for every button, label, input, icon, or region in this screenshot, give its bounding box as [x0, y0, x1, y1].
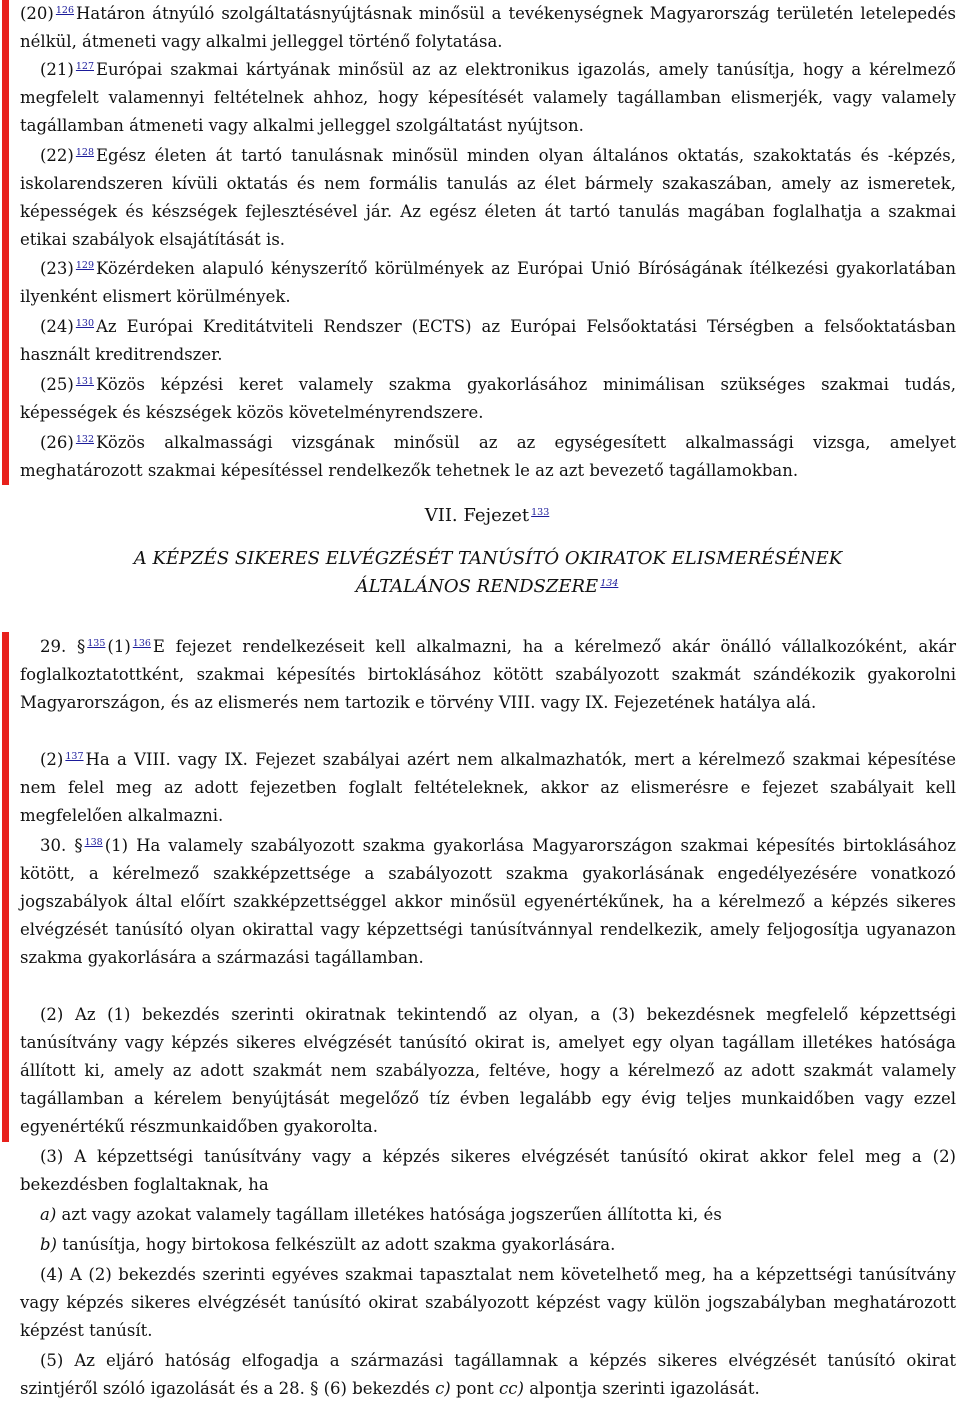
footnote-link[interactable]: 136 — [132, 638, 151, 649]
section-30-para-1: 30. § $^{138}$ (1) Ha valamely szabályozott szakma gyakorlása Magyarországon szakmai képesítés birtoklásához kötött, a kérelmező szakképzettsége a szabályozott szakma gyakorlásának engedélyezésére vonatkozó jogszabályok által előírt szakképzettséggel akkor minősül egyenértékűnek, ha a kérelmező a képzés sikeres elvégzését tanúsító olyan okirattal vagy képzettségi tanúsítvánnyal rendelkezik, amely feljogosítja ugyanazon szakma gyakorlására a származási tagállamban. — [20, 836, 956, 967]
footnote-link[interactable]: 129 — [75, 260, 95, 271]
footnote-link[interactable]: 128 — [75, 147, 95, 158]
section-sign: § — [74, 836, 83, 855]
definition-item: (21) $^{127}$ Európai szakmai kártyának minősül az az elektronikus igazolás, amely tanúsítja, hogy a kérelmező megfelelt valamennyi feltételnek ahhoz, hogy képesítését valamely tagállamban elismerjék, vagy valamely tagállamban átmeneti vagy alkalmi jelleggel szolgáltatást nyújtson. — [20, 60, 956, 135]
footnote-link[interactable]: 126 — [55, 5, 75, 16]
footnote-link[interactable]: 130 — [75, 318, 95, 329]
footnote-link[interactable]: 134 — [600, 578, 619, 589]
footnote-link[interactable]: 137 — [65, 751, 84, 762]
footnote-link[interactable]: 135 — [87, 638, 106, 649]
section-30-para-3: (3) A képzettségi tanúsítvány vagy a képzés sikeres elvégzését tanúsító okirat akkor felel meg a (2) bekezdésben foglaltaknak, ha — [20, 1147, 956, 1194]
section-30-para-4: (4) A (2) bekezdés szerinti egyéves szakmai tapasztalat nem követelhető meg, ha a képzettségi tanúsítvány vagy képzés sikeres elvégzését tanúsító okirat szabályozott képzést vagy külön jogszabályban meghatározott képzést tanúsít. — [20, 1265, 956, 1340]
definition-item: (25) $^{131}$ Közös képzési keret valamely szakma gyakorlásához minimálisan szükséges szakmai tudás, képességek és készségek közös követelményrendszere. — [20, 375, 956, 422]
section-29-para-2: (2) $^{137}$ Ha a VIII. vagy IX. Fejezet szabályai azért nem alkalmazhatók, mert a kérelmező szakmai képesítése nem felel meg az adott fejezetben foglalt feltételeknek, akkor az elismerésre e fejezet szabályait kell megfelelően alkalmazni. — [20, 750, 956, 825]
section-29-para-1: 29. § $^{135}$ (1) $^{136}$ E fejezet rendelkezéseit kell alkalmazni, ha a kérelmező akár önálló vállalkozóként, akár foglalkoztatottként, szakmai képesítés birtoklásához kötött szabályozott szakmát szándékozik gyakorolni Magyarországon, és az elismerés nem tartozik e törvény VIII. vagy IX. Fejezetének hatálya alá. — [20, 637, 956, 712]
footnote-link[interactable]: 127 — [75, 61, 95, 72]
definition-item: (24) $^{130}$ Az Európai Kreditátviteli Rendszer (ECTS) az Európai Felsőoktatási Térségben a felsőoktatásban használt kreditrendszer. — [20, 317, 956, 364]
amendment-bar — [2, 632, 9, 857]
definition-item: (23) $^{129}$ Közérdeken alapuló kényszerítő körülmények az Európai Unió Bíróságának ítélkezési gyakorlatában ilyenként elismert körülmények. — [20, 259, 956, 306]
footnote-link[interactable]: 133 — [531, 507, 550, 518]
definition-item: (20) $^{126}$ Határon átnyúló szolgáltatásnyújtásnak minősül a tevékenységnek Magyarország területén letelepedés nélkül, átmeneti vagy alkalmi jelleggel történő folytatása. — [20, 4, 956, 51]
amendment-bar — [2, 832, 9, 1142]
footnote-link[interactable]: 131 — [75, 376, 95, 387]
section-sign: § — [77, 637, 86, 656]
section-number: 29. — [40, 637, 67, 656]
amendment-markers — [0, 0, 10, 1405]
definition-item: (26) $^{132}$ Közös alkalmassági vizsgának minősül az az egységesített alkalmassági vizsga, amelyet meghatározott szakmai képesítéssel rendelkezők tehetnek le az azt bevezető tagállamokban. — [20, 433, 956, 480]
footnote-link[interactable]: 138 — [84, 837, 103, 848]
footnote-link[interactable]: 132 — [75, 434, 95, 445]
chapter-title: A KÉPZÉS SIKERES ELVÉGZÉSÉT TANÚSÍTÓ OKIRATOK ELISMERÉSÉNEK ÁLTALÁNOS RENDSZERE $^{134}$ — [133, 548, 843, 597]
section-number: 30. — [40, 836, 67, 855]
section-30-para-5: (5) Az eljáró hatóság elfogadja a származási tagállamnak a képzés sikeres elvégzését tanúsító okirat szintjéről szóló igazolását és a 28. § (6) bekezdés c) pont cc) alpontja szerinti igazolását. — [20, 1351, 956, 1398]
section-30-para-2: (2) Az (1) bekezdés szerinti okiratnak tekintendő az olyan, a (3) bekezdésnek megfelelő képzettségi tanúsítvány vagy képzés sikeres elvégzését tanúsító okirat is, amelyet egy olyan tagállam illetékes hatósága állított ki, amely az adott szakmát nem szabályozza, feltéve, hogy a kérelmező az adott szakmát valamely tagállamban a kérelem benyújtását megelőző tíz évben legalább egy évig teljes munkaidőben vagy ezzel egyenértékű részmunkaidőben gyakorolta. — [20, 1005, 956, 1136]
list-item: a) azt vagy azokat valamely tagállam illetékes hatósága jogszerűen állította ki, és — [40, 1205, 722, 1224]
chapter-heading: VII. Fejezet $^{133}$ — [424, 505, 550, 526]
amendment-bar — [2, 0, 9, 485]
definition-item: (22) $^{128}$ Egész életen át tartó tanulásnak minősül minden olyan általános oktatás, szakoktatás és -képzés, iskolarendszeren kívüli oktatás és nem formális tanulás az élet bármely szakaszában, amely az ismeretek, képességek és készségek fejlesztésével jár. Az egész életen át tartó tanulás magában foglalhatja a szakmai etikai szabályok elsajátítását is. — [20, 146, 956, 249]
list-item: b) tanúsítja, hogy birtokosa felkészült az adott szakma gyakorlására. — [40, 1235, 616, 1254]
